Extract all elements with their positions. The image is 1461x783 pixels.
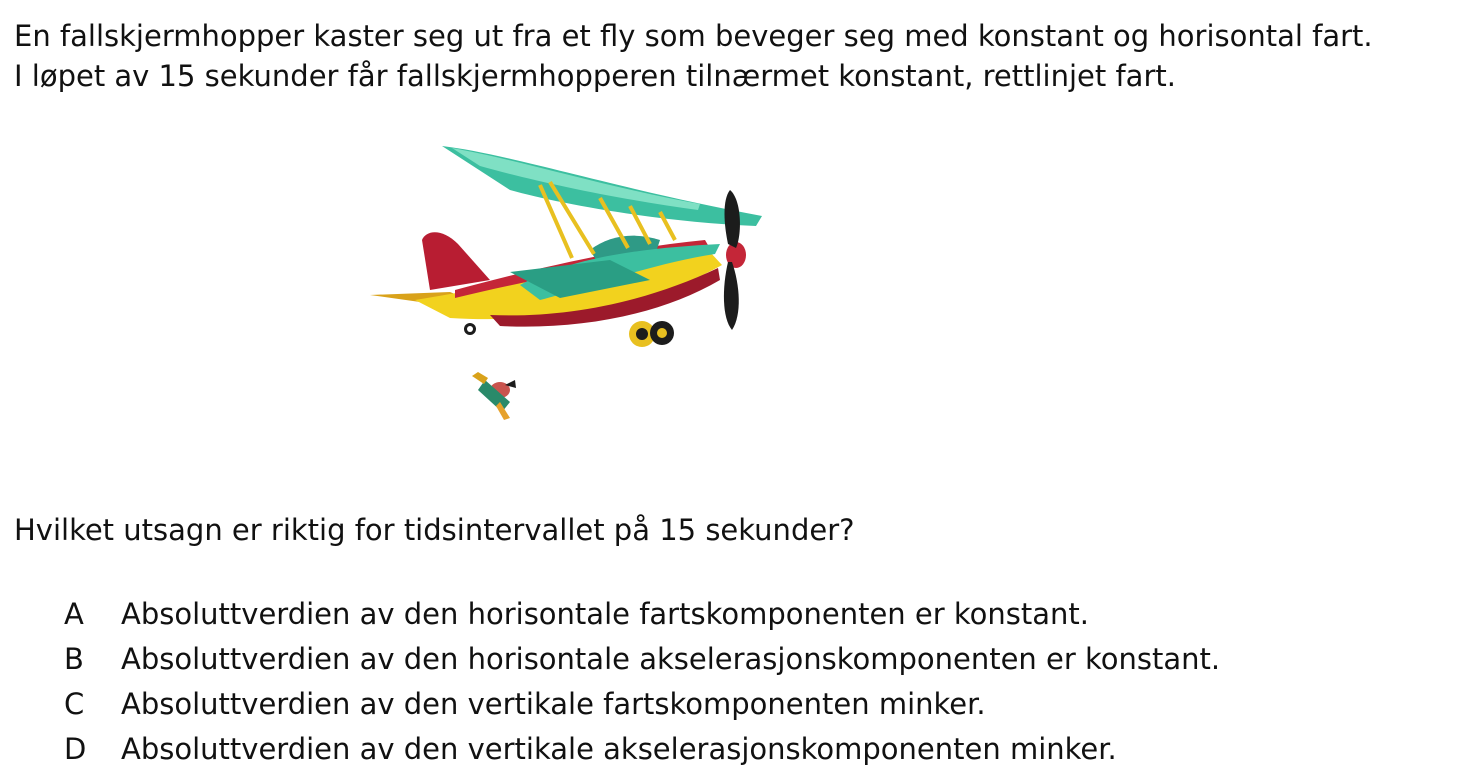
airplane-icon	[370, 146, 762, 347]
option-text: Absoluttverdien av den horisontale akselerasjonskomponenten er konstant.	[121, 642, 1221, 676]
option-letter: B	[64, 642, 84, 676]
skydiver-icon	[472, 372, 516, 420]
option-b	[64, 637, 1220, 682]
question-text: Hvilket utsagn er riktig for tidsintervallet på 15 sekunder?	[14, 513, 855, 547]
option-text: Absoluttverdien av den vertikale akselerasjonskomponenten minker.	[121, 732, 1117, 766]
option-d	[64, 727, 1220, 772]
option-letter: D	[64, 732, 87, 766]
option-letter: A	[64, 597, 84, 631]
intro-line-2: I løpet av 15 sekunder får fallskjermhopperen tilnærmet konstant, rettlinjet fart.	[14, 59, 1176, 93]
intro-text	[14, 16, 1373, 96]
option-c	[64, 682, 1220, 727]
answer-options	[64, 592, 1220, 772]
intro-line-1: En fallskjermhopper kaster seg ut fra et fly som beveger seg med konstant og horisontal fart.	[14, 19, 1373, 53]
airplane-skydiver-illustration	[360, 140, 780, 430]
option-a	[64, 592, 1220, 637]
option-text: Absoluttverdien av den vertikale fartskomponenten minker.	[121, 687, 986, 721]
option-text: Absoluttverdien av den horisontale fartskomponenten er konstant.	[121, 597, 1089, 631]
option-letter: C	[64, 687, 85, 721]
